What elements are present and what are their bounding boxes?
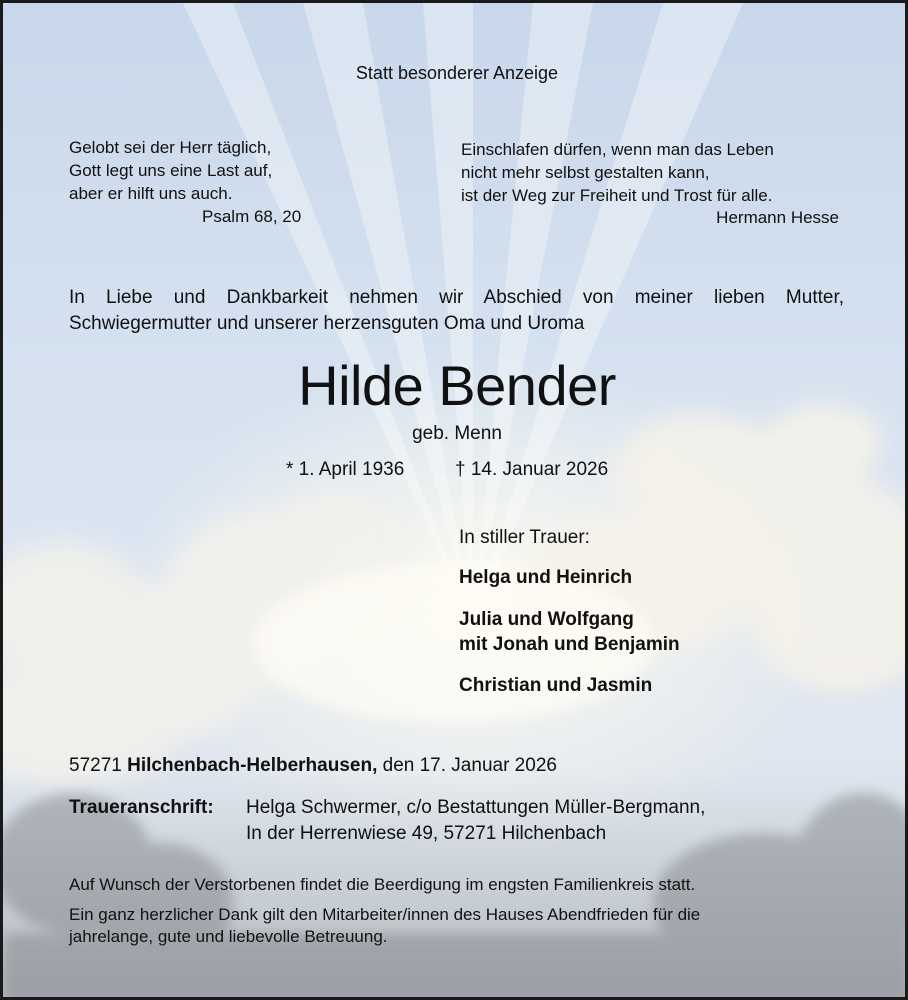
quote-right-line-2: nicht mehr selbst gestalten kann,	[461, 163, 710, 182]
header-notice: Statt besonderer Anzeige	[355, 63, 559, 83]
notice-date: den 17. Januar 2026	[382, 755, 557, 776]
mourner-group-2-line-1: Julia und Wolfgang	[459, 609, 634, 630]
quote-left-line-1: Gelobt sei der Herr täglich,	[69, 138, 272, 157]
mourner-group-2-line-2: mit Jonah und Benjamin	[459, 634, 680, 655]
funeral-note: Auf Wunsch der Verstorbenen findet die Beerdigung im engsten Familienkreis statt.	[69, 875, 696, 894]
place-zip: 57271	[69, 755, 122, 776]
intro-line-1: In Liebe und Dankbarkeit nehmen wir Abschied von meiner lieben Mutter,	[69, 287, 844, 308]
deceased-name: Hilde Bender	[298, 354, 616, 417]
quote-left-line-3: aber er hilft uns auch.	[69, 184, 233, 203]
quote-right-line-1: Einschlafen dürfen, wenn man das Leben	[461, 140, 774, 159]
mourners-heading: In stiller Trauer:	[459, 527, 590, 548]
quote-right-source: Hermann Hesse	[716, 208, 839, 227]
thanks-line-1: Ein ganz herzlicher Dank gilt den Mitarbeiter/innen des Hauses Abendfrieden für die	[69, 905, 701, 924]
thanks-line-2: jahrelange, gute und liebevolle Betreuung.	[69, 927, 388, 946]
death-date: † 14. Januar 2026	[455, 459, 609, 480]
maiden-name: geb. Menn	[412, 423, 502, 444]
address-label: Traueranschrift:	[69, 797, 214, 818]
address-line-1: Helga Schwermer, c/o Bestattungen Müller-Bergmann,	[246, 797, 706, 818]
place-name: Hilchenbach-Helberhausen,	[127, 755, 378, 776]
place-date-line	[69, 755, 557, 777]
quote-left-line-2: Gott legt uns eine Last auf,	[69, 161, 273, 180]
address-line-2: In der Herrenwiese 49, 57271 Hilchenbach	[246, 823, 607, 844]
mourner-group-3: Christian und Jasmin	[459, 675, 653, 696]
intro-line-2: Schwiegermutter und unserer herzensguten Oma und Uroma	[69, 313, 585, 334]
mourner-group-1: Helga und Heinrich	[459, 567, 633, 588]
birth-date: * 1. April 1936	[286, 459, 405, 480]
quote-right-line-3: ist der Weg zur Freiheit und Trost für alle.	[461, 186, 773, 205]
quote-left-source: Psalm 68, 20	[202, 207, 302, 226]
